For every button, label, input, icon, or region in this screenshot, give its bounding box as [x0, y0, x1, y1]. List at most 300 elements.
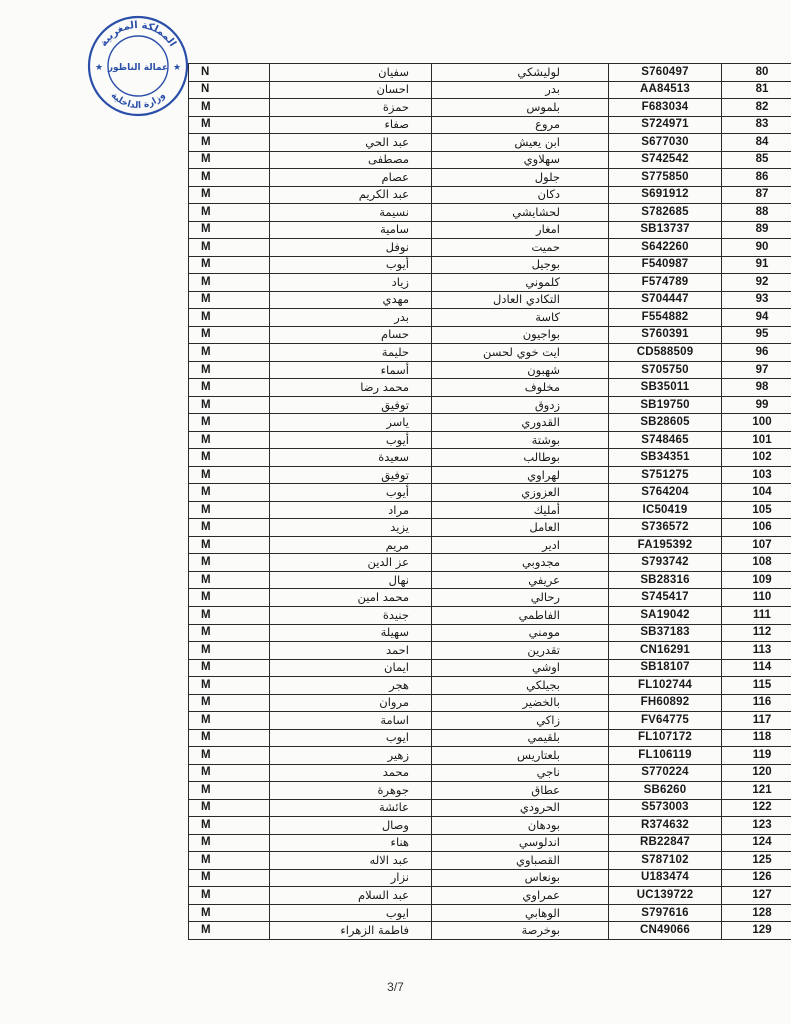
row-number-cell: 127: [722, 887, 791, 905]
gender-cell: M: [189, 624, 270, 642]
row-number-cell: 83: [722, 116, 791, 134]
gender-cell: M: [189, 239, 270, 257]
id-number-cell: SB19750: [609, 396, 722, 414]
row-number-cell: 103: [722, 466, 791, 484]
first-name-cell: محمد رضا: [270, 379, 432, 397]
gender-cell: M: [189, 361, 270, 379]
gender-cell: M: [189, 291, 270, 309]
id-number-cell: S748465: [609, 431, 722, 449]
gender-cell: M: [189, 834, 270, 852]
first-name-cell: بدر: [270, 309, 432, 327]
row-number-cell: 100: [722, 414, 791, 432]
last-name-cell: تقدرين: [432, 642, 609, 660]
table-row: [189, 887, 791, 905]
table-row: [189, 274, 791, 292]
table-row: [189, 554, 791, 572]
gender-cell: M: [189, 606, 270, 624]
id-number-cell: S764204: [609, 484, 722, 502]
table-row: [189, 344, 791, 362]
first-name-cell: مصطفى: [270, 151, 432, 169]
row-number-cell: 124: [722, 834, 791, 852]
last-name-cell: بلقيمي: [432, 729, 609, 747]
table-row: [189, 712, 791, 730]
table-row: [189, 922, 791, 940]
gender-cell: M: [189, 747, 270, 765]
row-number-cell: 86: [722, 169, 791, 187]
row-number-cell: 117: [722, 712, 791, 730]
gender-cell: M: [189, 852, 270, 870]
row-number-cell: 118: [722, 729, 791, 747]
table-row: [189, 782, 791, 800]
row-number-cell: 106: [722, 519, 791, 537]
table-row: [189, 904, 791, 922]
id-number-cell: S797616: [609, 904, 722, 922]
gender-cell: M: [189, 344, 270, 362]
row-number-cell: 81: [722, 81, 791, 99]
id-number-cell: S782685: [609, 204, 722, 222]
gender-cell: M: [189, 309, 270, 327]
gender-cell: M: [189, 887, 270, 905]
id-number-cell: S760391: [609, 326, 722, 344]
id-number-cell: S704447: [609, 291, 722, 309]
last-name-cell: بواجيون: [432, 326, 609, 344]
table-row: [189, 81, 791, 99]
gender-cell: M: [189, 186, 270, 204]
table-row: [189, 414, 791, 432]
row-number-cell: 82: [722, 99, 791, 117]
id-number-cell: SA19042: [609, 606, 722, 624]
row-number-cell: 108: [722, 554, 791, 572]
table-row: [189, 589, 791, 607]
gender-cell: M: [189, 817, 270, 835]
first-name-cell: سعيدة: [270, 449, 432, 467]
table-row: [189, 221, 791, 239]
gender-cell: M: [189, 466, 270, 484]
id-number-cell: S642260: [609, 239, 722, 257]
gender-cell: M: [189, 922, 270, 940]
gender-cell: M: [189, 782, 270, 800]
row-number-cell: 119: [722, 747, 791, 765]
first-name-cell: سامية: [270, 221, 432, 239]
first-name-cell: مريم: [270, 536, 432, 554]
table-row: [189, 642, 791, 660]
first-name-cell: ايوب: [270, 904, 432, 922]
row-number-cell: 95: [722, 326, 791, 344]
first-name-cell: زهير: [270, 747, 432, 765]
row-number-cell: 99: [722, 396, 791, 414]
row-number-cell: 129: [722, 922, 791, 940]
gender-cell: M: [189, 764, 270, 782]
first-name-cell: توفيق: [270, 466, 432, 484]
table-row: [189, 501, 791, 519]
first-name-cell: حسام: [270, 326, 432, 344]
gender-cell: M: [189, 519, 270, 537]
gender-cell: M: [189, 99, 270, 117]
row-number-cell: 98: [722, 379, 791, 397]
id-number-cell: S787102: [609, 852, 722, 870]
last-name-cell: حميت: [432, 239, 609, 257]
table-row: [189, 852, 791, 870]
id-number-cell: SB28605: [609, 414, 722, 432]
last-name-cell: لحشايشي: [432, 204, 609, 222]
first-name-cell: ايمان: [270, 659, 432, 677]
gender-cell: M: [189, 134, 270, 152]
id-number-cell: S691912: [609, 186, 722, 204]
first-name-cell: عبد السلام: [270, 887, 432, 905]
table-row: [189, 396, 791, 414]
gender-cell: N: [189, 81, 270, 99]
id-number-cell: S677030: [609, 134, 722, 152]
id-number-cell: UC139722: [609, 887, 722, 905]
last-name-cell: أمليك: [432, 501, 609, 519]
last-name-cell: كلموني: [432, 274, 609, 292]
table-row: [189, 799, 791, 817]
last-name-cell: العامل: [432, 519, 609, 537]
id-number-cell: S742542: [609, 151, 722, 169]
row-number-cell: 92: [722, 274, 791, 292]
gender-cell: M: [189, 869, 270, 887]
row-number-cell: 96: [722, 344, 791, 362]
last-name-cell: عريفي: [432, 571, 609, 589]
last-name-cell: ابن يعيش: [432, 134, 609, 152]
first-name-cell: زياد: [270, 274, 432, 292]
table-row: [189, 116, 791, 134]
last-name-cell: مجدوبي: [432, 554, 609, 572]
id-number-cell: F554882: [609, 309, 722, 327]
table-row: [189, 449, 791, 467]
row-number-cell: 123: [722, 817, 791, 835]
id-number-cell: CD588509: [609, 344, 722, 362]
last-name-cell: بالخضير: [432, 694, 609, 712]
gender-cell: M: [189, 501, 270, 519]
first-name-cell: هجر: [270, 677, 432, 695]
id-number-cell: F683034: [609, 99, 722, 117]
row-number-cell: 107: [722, 536, 791, 554]
table-row: [189, 694, 791, 712]
id-number-cell: S573003: [609, 799, 722, 817]
row-number-cell: 80: [722, 64, 791, 82]
id-number-cell: F540987: [609, 256, 722, 274]
gender-cell: M: [189, 221, 270, 239]
first-name-cell: ياسر: [270, 414, 432, 432]
last-name-cell: كاسة: [432, 309, 609, 327]
page-number: 3/7: [387, 980, 404, 994]
row-number-cell: 116: [722, 694, 791, 712]
last-name-cell: لوليشكي: [432, 64, 609, 82]
table-row: [189, 239, 791, 257]
row-number-cell: 91: [722, 256, 791, 274]
gender-cell: M: [189, 729, 270, 747]
last-name-cell: التكادي العادل: [432, 291, 609, 309]
row-number-cell: 94: [722, 309, 791, 327]
first-name-cell: عبد الاله: [270, 852, 432, 870]
stamp-text-top: المملكة المغربية: [98, 19, 178, 49]
last-name-cell: بوجيل: [432, 256, 609, 274]
table-row: [189, 869, 791, 887]
candidates-table: [188, 63, 791, 940]
first-name-cell: اسامة: [270, 712, 432, 730]
first-name-cell: محمد: [270, 764, 432, 782]
id-number-cell: S745417: [609, 589, 722, 607]
last-name-cell: زدوق: [432, 396, 609, 414]
id-number-cell: FL106119: [609, 747, 722, 765]
table-row: [189, 677, 791, 695]
first-name-cell: صفاء: [270, 116, 432, 134]
table-row: [189, 151, 791, 169]
id-number-cell: SB35011: [609, 379, 722, 397]
id-number-cell: S793742: [609, 554, 722, 572]
row-number-cell: 114: [722, 659, 791, 677]
id-number-cell: S724971: [609, 116, 722, 134]
first-name-cell: سفيان: [270, 64, 432, 82]
first-name-cell: ايوب: [270, 729, 432, 747]
first-name-cell: عز الدين: [270, 554, 432, 572]
table-row: [189, 361, 791, 379]
last-name-cell: ادير: [432, 536, 609, 554]
svg-text:وزارة الداخلية: [109, 91, 168, 111]
gender-cell: M: [189, 536, 270, 554]
last-name-cell: القصباوي: [432, 852, 609, 870]
last-name-cell: بلعتاريس: [432, 747, 609, 765]
gender-cell: M: [189, 571, 270, 589]
first-name-cell: أيوب: [270, 484, 432, 502]
id-number-cell: SB13737: [609, 221, 722, 239]
row-number-cell: 97: [722, 361, 791, 379]
id-number-cell: CN49066: [609, 922, 722, 940]
gender-cell: M: [189, 677, 270, 695]
row-number-cell: 120: [722, 764, 791, 782]
gender-cell: M: [189, 431, 270, 449]
last-name-cell: بوشتة: [432, 431, 609, 449]
id-number-cell: RB22847: [609, 834, 722, 852]
table-row: [189, 431, 791, 449]
last-name-cell: دكان: [432, 186, 609, 204]
row-number-cell: 104: [722, 484, 791, 502]
last-name-cell: الحرودي: [432, 799, 609, 817]
row-number-cell: 105: [722, 501, 791, 519]
svg-text:المملكة المغربية: [98, 20, 178, 49]
last-name-cell: العزوزي: [432, 484, 609, 502]
last-name-cell: عمراوي: [432, 887, 609, 905]
last-name-cell: اندلوسي: [432, 834, 609, 852]
last-name-cell: عطاق: [432, 782, 609, 800]
last-name-cell: رحالي: [432, 589, 609, 607]
gender-cell: M: [189, 589, 270, 607]
gender-cell: M: [189, 414, 270, 432]
first-name-cell: نسيمة: [270, 204, 432, 222]
row-number-cell: 88: [722, 204, 791, 222]
row-number-cell: 115: [722, 677, 791, 695]
table-row: [189, 659, 791, 677]
stamp-text-bottom: وزارة الداخلية: [108, 90, 168, 112]
first-name-cell: عبد الكريم: [270, 186, 432, 204]
first-name-cell: أيوب: [270, 431, 432, 449]
id-number-cell: FV64775: [609, 712, 722, 730]
row-number-cell: 109: [722, 571, 791, 589]
last-name-cell: مومني: [432, 624, 609, 642]
last-name-cell: مخلوف: [432, 379, 609, 397]
first-name-cell: توفيق: [270, 396, 432, 414]
first-name-cell: عصام: [270, 169, 432, 187]
table-row: [189, 309, 791, 327]
id-number-cell: S705750: [609, 361, 722, 379]
last-name-cell: ايت خوي لحسن: [432, 344, 609, 362]
table-row: [189, 326, 791, 344]
table-row: [189, 99, 791, 117]
id-number-cell: AA84513: [609, 81, 722, 99]
row-number-cell: 113: [722, 642, 791, 660]
table-row: [189, 466, 791, 484]
last-name-cell: الوهابي: [432, 904, 609, 922]
last-name-cell: الفاطمي: [432, 606, 609, 624]
row-number-cell: 121: [722, 782, 791, 800]
table-row: [189, 606, 791, 624]
gender-cell: M: [189, 256, 270, 274]
gender-cell: N: [189, 64, 270, 82]
table-row: [189, 817, 791, 835]
gender-cell: M: [189, 169, 270, 187]
table-row: [189, 536, 791, 554]
last-name-cell: ناجي: [432, 764, 609, 782]
first-name-cell: نهال: [270, 571, 432, 589]
last-name-cell: القدوري: [432, 414, 609, 432]
table-row: [189, 64, 791, 82]
last-name-cell: بوطالب: [432, 449, 609, 467]
row-number-cell: 90: [722, 239, 791, 257]
gender-cell: M: [189, 484, 270, 502]
last-name-cell: بدر: [432, 81, 609, 99]
first-name-cell: جوهرة: [270, 782, 432, 800]
row-number-cell: 128: [722, 904, 791, 922]
first-name-cell: حليمة: [270, 344, 432, 362]
first-name-cell: يزيد: [270, 519, 432, 537]
row-number-cell: 126: [722, 869, 791, 887]
stamp-star-right-icon: ★: [173, 63, 182, 73]
gender-cell: M: [189, 396, 270, 414]
gender-cell: M: [189, 712, 270, 730]
id-number-cell: R374632: [609, 817, 722, 835]
last-name-cell: سهلاوي: [432, 151, 609, 169]
table-row: [189, 134, 791, 152]
id-number-cell: S751275: [609, 466, 722, 484]
last-name-cell: جلول: [432, 169, 609, 187]
first-name-cell: أيوب: [270, 256, 432, 274]
first-name-cell: مراد: [270, 501, 432, 519]
id-number-cell: F574789: [609, 274, 722, 292]
gender-cell: M: [189, 379, 270, 397]
last-name-cell: بلموس: [432, 99, 609, 117]
id-number-cell: FH60892: [609, 694, 722, 712]
row-number-cell: 112: [722, 624, 791, 642]
first-name-cell: سهيلة: [270, 624, 432, 642]
first-name-cell: عبد الحي: [270, 134, 432, 152]
table-row: [189, 747, 791, 765]
id-number-cell: IC50419: [609, 501, 722, 519]
gender-cell: M: [189, 659, 270, 677]
gender-cell: M: [189, 449, 270, 467]
id-number-cell: SB6260: [609, 782, 722, 800]
gender-cell: M: [189, 904, 270, 922]
first-name-cell: هناء: [270, 834, 432, 852]
row-number-cell: 89: [722, 221, 791, 239]
gender-cell: M: [189, 326, 270, 344]
id-number-cell: FA195392: [609, 536, 722, 554]
row-number-cell: 111: [722, 606, 791, 624]
first-name-cell: وصال: [270, 817, 432, 835]
id-number-cell: CN16291: [609, 642, 722, 660]
row-number-cell: 85: [722, 151, 791, 169]
first-name-cell: نوفل: [270, 239, 432, 257]
last-name-cell: شهبون: [432, 361, 609, 379]
first-name-cell: احسان: [270, 81, 432, 99]
last-name-cell: بودهان: [432, 817, 609, 835]
table-row: [189, 624, 791, 642]
table-row: [189, 571, 791, 589]
last-name-cell: لهراوي: [432, 466, 609, 484]
first-name-cell: عائشة: [270, 799, 432, 817]
row-number-cell: 93: [722, 291, 791, 309]
last-name-cell: اوشي: [432, 659, 609, 677]
table-row: [189, 291, 791, 309]
id-number-cell: SB34351: [609, 449, 722, 467]
first-name-cell: أسماء: [270, 361, 432, 379]
id-number-cell: SB37183: [609, 624, 722, 642]
table-row: [189, 834, 791, 852]
first-name-cell: محمد امين: [270, 589, 432, 607]
first-name-cell: فاطمة الزهراء: [270, 922, 432, 940]
id-number-cell: S736572: [609, 519, 722, 537]
last-name-cell: بونعاس: [432, 869, 609, 887]
last-name-cell: زاكي: [432, 712, 609, 730]
candidates-table-body: [189, 64, 791, 940]
last-name-cell: بوخرصة: [432, 922, 609, 940]
first-name-cell: نزار: [270, 869, 432, 887]
id-number-cell: FL102744: [609, 677, 722, 695]
gender-cell: M: [189, 204, 270, 222]
row-number-cell: 101: [722, 431, 791, 449]
gender-cell: M: [189, 642, 270, 660]
table-row: [189, 484, 791, 502]
stamp-text-middle: عمالة الناظور: [107, 63, 169, 73]
row-number-cell: 84: [722, 134, 791, 152]
first-name-cell: جنيدة: [270, 606, 432, 624]
row-number-cell: 87: [722, 186, 791, 204]
gender-cell: M: [189, 116, 270, 134]
id-number-cell: S760497: [609, 64, 722, 82]
row-number-cell: 110: [722, 589, 791, 607]
last-name-cell: بجيلكي: [432, 677, 609, 695]
first-name-cell: مهدي: [270, 291, 432, 309]
table-row: [189, 764, 791, 782]
row-number-cell: 122: [722, 799, 791, 817]
id-number-cell: S775850: [609, 169, 722, 187]
table-row: [189, 256, 791, 274]
last-name-cell: امغار: [432, 221, 609, 239]
gender-cell: M: [189, 694, 270, 712]
row-number-cell: 102: [722, 449, 791, 467]
table-row: [189, 729, 791, 747]
table-row: [189, 169, 791, 187]
first-name-cell: احمد: [270, 642, 432, 660]
table-row: [189, 379, 791, 397]
official-stamp-icon: [86, 14, 190, 118]
first-name-cell: حمزة: [270, 99, 432, 117]
table-row: [189, 204, 791, 222]
row-number-cell: 125: [722, 852, 791, 870]
id-number-cell: S770224: [609, 764, 722, 782]
table-row: [189, 519, 791, 537]
gender-cell: M: [189, 554, 270, 572]
